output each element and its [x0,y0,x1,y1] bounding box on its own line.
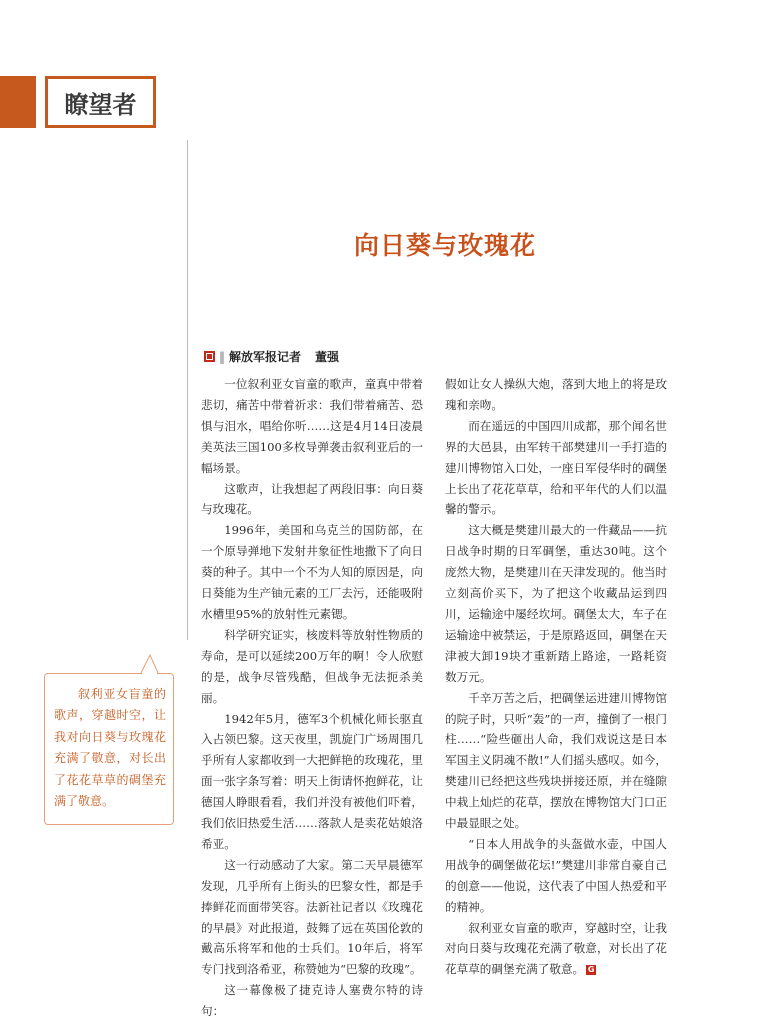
paragraph: 这一幕像极了捷克诗人塞费尔特的诗句： [201,983,423,1019]
article-column-left [201,374,423,1022]
paragraph: 假如让女人操纵大炮，落到大地上的将是玫瑰和亲吻。 [445,377,667,412]
article-headline: 向日葵与玫瑰花 [353,231,536,260]
pull-quote-text: 叙利亚女盲童的歌声，穿越时空，让我对向日葵与玫瑰花充满了敬意，对长出了花花草草的碉堡充满了敬意。 [54,687,166,809]
article-column-right [445,374,667,980]
paragraph: 这歌声，让我想起了两段旧事：向日葵与玫瑰花。 [201,481,423,517]
column-divider-line [187,140,188,640]
paragraph: 科学研究证实，核废料等放射性物质的寿命，是可以延续200万年的啊！令人欣慰的是，战争尽管残酷，但战争无法扼杀美丽。 [201,627,423,705]
newspaper-logo-icon [204,351,215,362]
section-tab-block [0,76,36,128]
paragraph-final-text: 叙利亚女盲童的歌声，穿越时空，让我对向日葵与玫瑰花充满了敬意，对长出了花花草草的碉堡充满了敬意。 [445,920,667,977]
byline-separator: ‖ [219,349,225,364]
paragraph-final [445,918,667,981]
paragraph: 1942年5月，德军3个机械化师长驱直入占领巴黎。这天夜里，凯旋门广场周围几乎所有人家都收到一大把鲜艳的玫瑰花，里面一张字条写着：明天上街请怀抱鲜花，让德国人睁眼看看，我们并没有被他们吓着，我们依旧热爱生活……落款人是卖花姑娘洛希亚。 [201,711,423,851]
end-mark-icon: G [587,965,595,975]
byline-prefix: 解放军报记者 [229,350,302,364]
section-title: 瞭望者 [48,79,153,125]
byline [204,348,339,365]
paragraph: “日本人用战争的头盔做水壶，中国人用战争的碉堡做花坛!”樊建川非常自豪自己的创意——他说，这代表了中国人热爱和平的精神。 [445,836,667,914]
paragraph: 千辛万苦之后，把碉堡运进建川博物馆的院子时，只听“轰”的一声，撞倒了一根门柱……“险些砸出人命，我们戏说这是日本军国主义阴魂不散!”人们摇头感叹。如今，樊建川已经把这些残块拼接还原，并在缝隙中栽上灿烂的花草，摆放在博物馆大门口正中最显眼之处。 [445,690,667,831]
byline-author: 董强 [315,350,340,364]
paragraph: 而在遥远的中国四川成都，那个闻名世界的大邑县，由军转干部樊建川一手打造的建川博物馆入口处，一座日军侵华时的碉堡上长出了花花草草，给和平年代的人们以温馨的警示。 [445,418,667,517]
pull-quote-notch [140,654,160,674]
paragraph: 1996年，美国和乌克兰的国防部，在一个原导弹地下发射井象征性地撒下了向日葵的种子。其中一个不为人知的原因是，向日葵能为生产铀元素的工厂去污，还能吸附水槽里95%的放射性元素锶。 [201,523,423,621]
paragraph: 这一行动感动了大家。第二天早晨德军发现，几乎所有上街头的巴黎女性，都是手捧鲜花而面带笑容。法新社记者以《玫瑰花的早晨》对此报道，鼓舞了远在英国伦敦的戴高乐将军和他的士兵们。10年后，将军专门找到洛希亚，称赞她为“巴黎的玫瑰”。 [201,857,423,977]
paragraph: 这大概是樊建川最大的一件藏品——抗日战争时期的日军碉堡，重达30吨。这个庞然大物，是樊建川在天津发现的。他当时立刻高价买下，为了把这个收藏品运到四川，运输途中屡经坎坷。碉堡太大，车子在运输途中被禁运，于是原路返回，碉堡在天津被大卸19块才重新踏上路途，一路耗资数万元。 [445,523,667,684]
paragraph: 一位叙利亚女盲童的歌声，童真中带着悲切，痛苦中带着祈求：我们带着痛苦、恐惧与泪水，唱给你听……这是4月14日凌晨美英法三国100多枚导弹袭击叙利亚后的一幅场景。 [201,377,423,475]
